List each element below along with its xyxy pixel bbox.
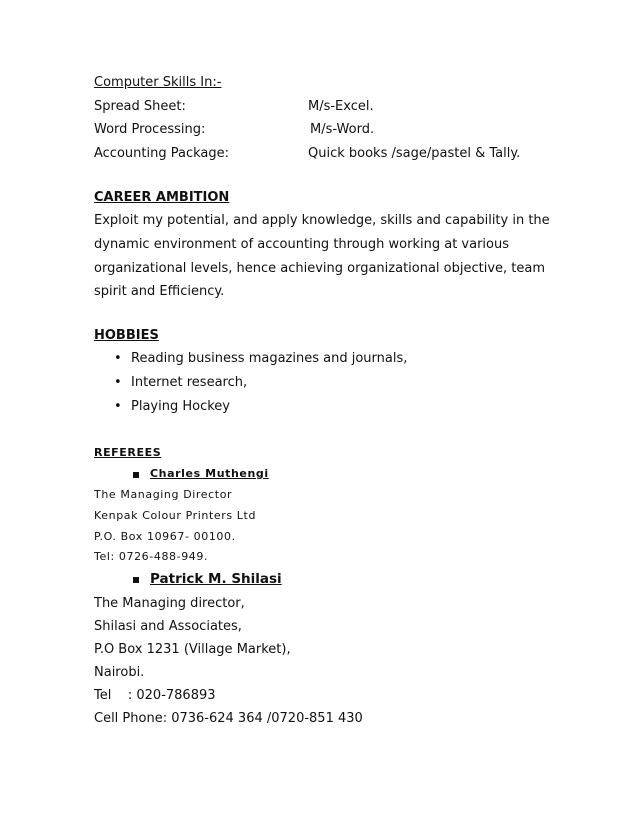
hobbies-heading: HOBBIES [94, 328, 159, 343]
referee-detail: Cell Phone: 0736-624 364 /0720-851 430 [94, 711, 363, 726]
referee-detail: The Managing Director [94, 488, 233, 501]
career-ambition-line: spirit and Efficiency. [94, 284, 225, 299]
square-bullet-icon [133, 577, 139, 583]
bullet-dot-icon: • [114, 375, 122, 390]
bullet-dot-icon: • [114, 399, 122, 414]
referees-heading: REFEREES [94, 446, 162, 459]
referee-detail: Tel : 020-786893 [94, 688, 216, 703]
skill-label: Spread Sheet: [94, 99, 186, 114]
referee-detail: Tel: 0726-488-949. [94, 550, 209, 563]
referee-detail: P.O Box 1231 (Village Market), [94, 642, 291, 657]
bullet-dot-icon: • [114, 351, 122, 366]
skill-label: Word Processing: [94, 122, 206, 137]
referee-detail: P.O. Box 10967- 00100. [94, 530, 236, 543]
hobby-item: Reading business magazines and journals, [131, 351, 408, 366]
hobby-item: Internet research, [131, 375, 248, 390]
career-ambition-heading: CAREER AMBITION [94, 190, 230, 205]
referee-detail: Kenpak Colour Printers Ltd [94, 509, 257, 522]
referee-detail: The Managing director, [94, 596, 245, 611]
skill-label: Accounting Package: [94, 146, 229, 161]
career-ambition-line: Exploit my potential, and apply knowledge, skills and capability in the [94, 213, 550, 228]
skill-value: Quick books /sage/pastel & Tally. [308, 146, 521, 161]
career-ambition-line: dynamic environment of accounting through working at various [94, 237, 510, 252]
referee-name: Charles Muthengi [150, 467, 269, 480]
skill-value: M/s-Word. [310, 122, 375, 137]
skill-value: M/s-Excel. [308, 99, 374, 114]
square-bullet-icon [133, 472, 139, 478]
career-ambition-line: organizational levels, hence achieving organizational objective, team [94, 261, 546, 276]
computer-skills-heading: Computer Skills In:- [94, 75, 222, 90]
referee-detail: Nairobi. [94, 665, 145, 680]
referee-detail: Shilasi and Associates, [94, 619, 242, 634]
hobby-item: Playing Hockey [131, 399, 230, 414]
referee-name: Patrick M. Shilasi [150, 571, 282, 587]
